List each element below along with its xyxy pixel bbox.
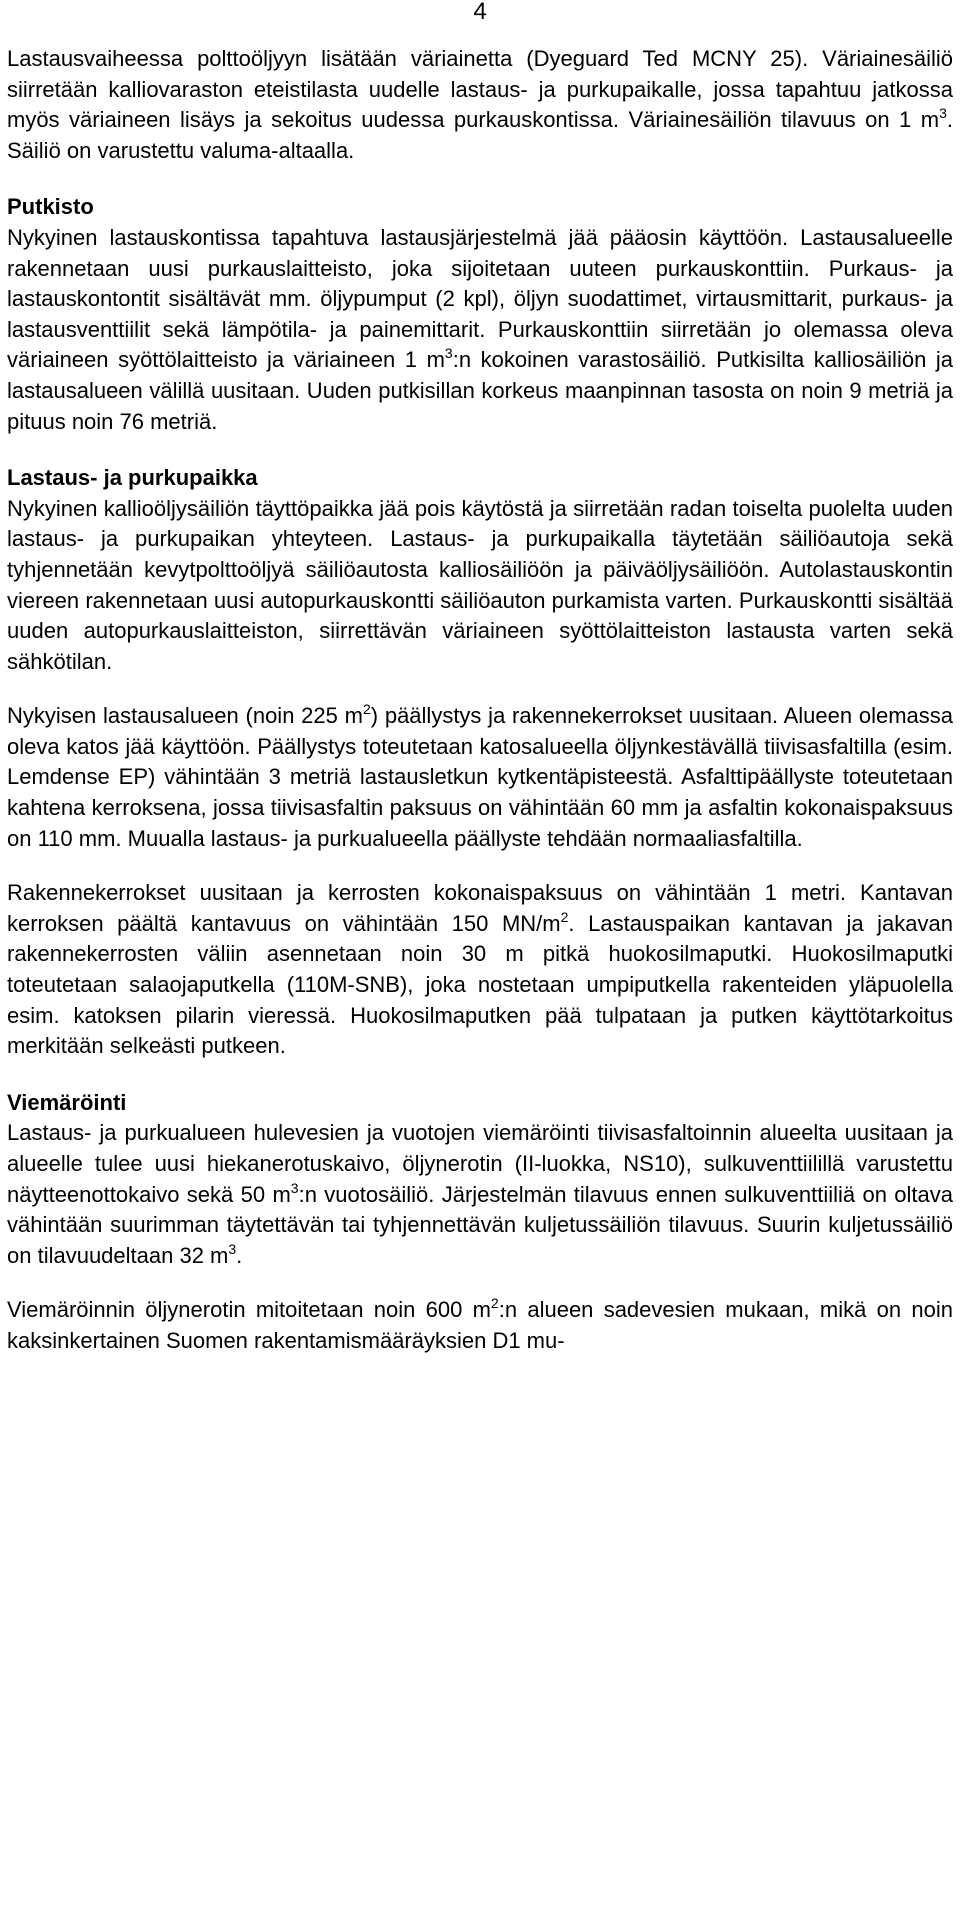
paragraph (7, 223, 953, 437)
text-segment: Nykyisen lastausalueen (noin 225 m (7, 703, 363, 729)
text-segment: Nykyinen lastauskontissa tapahtuva lastausjärjestelmä jää pääosin käyttöön. Lastausalueelle rakennetaan uusi purkauslaitteisto, joka sijoitetaan uuteen purkauskonttiin. Purkaus- ja lastauskontontit sisältävät mm. öljypumput (2 kpl), öljyn suodattimet, virtausmittarit, purkaus- ja lastausventtiilit sekä lämpötila- ja painemittarit. Purkauskonttiin siirretään jo olemassa oleva väriaineen syöttölaitteisto ja väriaineen 1 m (7, 224, 953, 373)
text-segment: Rakennekerrokset uusitaan ja kerrosten kokonaispaksuus on vähintään 1 metri. Kantavan kerroksen päältä kantavuus on vähintään 150 MN/m (7, 880, 953, 936)
text-segment: :n vuotosäiliö. Järjestelmän tilavuus ennen sulkuventtiiliä on oltava vähintään suurimman täytettävän tai tyhjennettävän kuljetussäiliön tilavuus. Suurin kuljetussäiliö on tilavuudeltaan 32 m (7, 1181, 954, 1268)
superscript-wrapper (939, 107, 947, 132)
text-segment: Lastaus- ja purkualueen hulevesien ja vuotojen viemäröinti tiivisasfaltoinnin alueelta uusitaan ja alueelle tulee uusi hiekanerotuskaivo, öljynerotin (II-luokka, NS10), sulkuventtiilillä varustettu näytteenottokaivo sekä 50 m (7, 1120, 953, 1207)
superscript-wrapper (491, 1297, 499, 1322)
text-segment: Lastausvaiheessa polttoöljyyn lisätään väriainetta (Dyeguard Ted MCNY 25). Väriainesäiliö siirretään kalliovaraston eteistilasta uudelle lastaus- ja purkupaikalle, jossa tapahtuu jatkossa myös väriaineen lisäys ja sekoitus uudessa purkauskontissa. Väriainesäiliön tilavuus on 1 m (7, 46, 953, 133)
page-number: 4 (473, 0, 487, 25)
paragraph (7, 494, 953, 678)
superscript-wrapper (363, 703, 371, 728)
paragraph (7, 1118, 953, 1271)
superscript: 3 (939, 105, 947, 122)
text-segment: :n alueen sadevesien mukaan, mikä on noin kaksinkertainen Suomen rakentamismääräyksien D1 mu- (7, 1297, 953, 1353)
superscript: 2 (362, 701, 371, 718)
paragraph (7, 878, 953, 1062)
text-segment: . Lastauspaikan kantavan ja jakavan rakennekerrosten väliin asennetaan noin 30 m pitkä huokosilmaputki. Huokosilmaputki toteutetaan salaojaputkella (110M-SNB), joka nostetaan umpiputkella rakenteiden yläpuolella esim. katoksen pilarin vieressä. Huokosilmaputken pää tulpataan ja putken käyttötarkoitus merkitään selkeästi putkeen. (7, 910, 953, 1059)
text-segment: :n kokoinen varastosäiliö. Putkisilta kalliosäiliön ja lastausalueen välillä uusitaan. Uuden putkisillan korkeus maanpinnan tasosta on noin 9 metriä ja pituus noin 76 metriä. (7, 347, 953, 434)
section-intro (7, 44, 953, 166)
text-segment: ) päällystys ja rakennekerrokset uusitaan. Alueen olemassa oleva katos jää käyttöön. Päällystys toteutetaan katosalueella öljynkestävällä tiivisasfaltilla (esim. Lemdense EP) vähintään 3 metriä lastausletkun kytkentäpisteestä. Asfalttipäällyste toteutetaan kahtena kerroksena, jossa tiivisasfaltin paksuus on vähintään 60 mm ja asfaltin kokonaispaksuus on 110 mm. Muualla lastaus- ja purkualueella päällyste tehdään normaaliasfaltilla. (7, 703, 953, 851)
section-heading: Viemäröinti (7, 1089, 127, 1115)
text-segment: . (236, 1242, 243, 1268)
paragraph (7, 44, 953, 166)
text-segment: Viemäröinnin öljynerotin mitoitetaan noin 600 m (7, 1297, 491, 1323)
superscript: 2 (560, 908, 569, 925)
superscript: 3 (444, 345, 453, 362)
section-putkisto (7, 192, 953, 437)
paragraph (7, 701, 953, 854)
superscript-wrapper (290, 1179, 299, 1207)
superscript: 3 (290, 1179, 299, 1196)
text-segment: . Säiliö on varustettu valuma-altaalla. (7, 107, 953, 163)
superscript-wrapper (445, 347, 453, 372)
superscript: 2 (490, 1295, 499, 1312)
section-viemarointi (7, 1088, 953, 1357)
document-body (7, 44, 953, 1357)
superscript: 3 (228, 1240, 237, 1257)
superscript-wrapper (228, 1240, 237, 1268)
paragraph (7, 1295, 953, 1356)
section-heading: Lastaus- ja purkupaikka (7, 465, 258, 491)
section-lastaus (7, 463, 953, 1062)
text-segment: Nykyinen kallioöljysäiliön täyttöpaikka jää pois käytöstä ja siirretään radan toiselta puolelta uuden lastaus- ja purkupaikan yhteyteen. Lastaus- ja purkupaikalla täytetään säiliöautoja sekä tyhjennetään kevytpolttoöljyä säiliöautosta kalliosäiliöön ja päiväöljysäiliöön. Autolastauskontin viereen rakennetaan uusi autopurkauskontti säiliöauton purkamista varten. Purkauskontti sisältää uuden autopurkauslaitteiston, siirrettävän väriaineen syöttölaitteiston lastausta varten sekä sähkötilan. (7, 495, 953, 674)
section-heading: Putkisto (7, 194, 94, 220)
